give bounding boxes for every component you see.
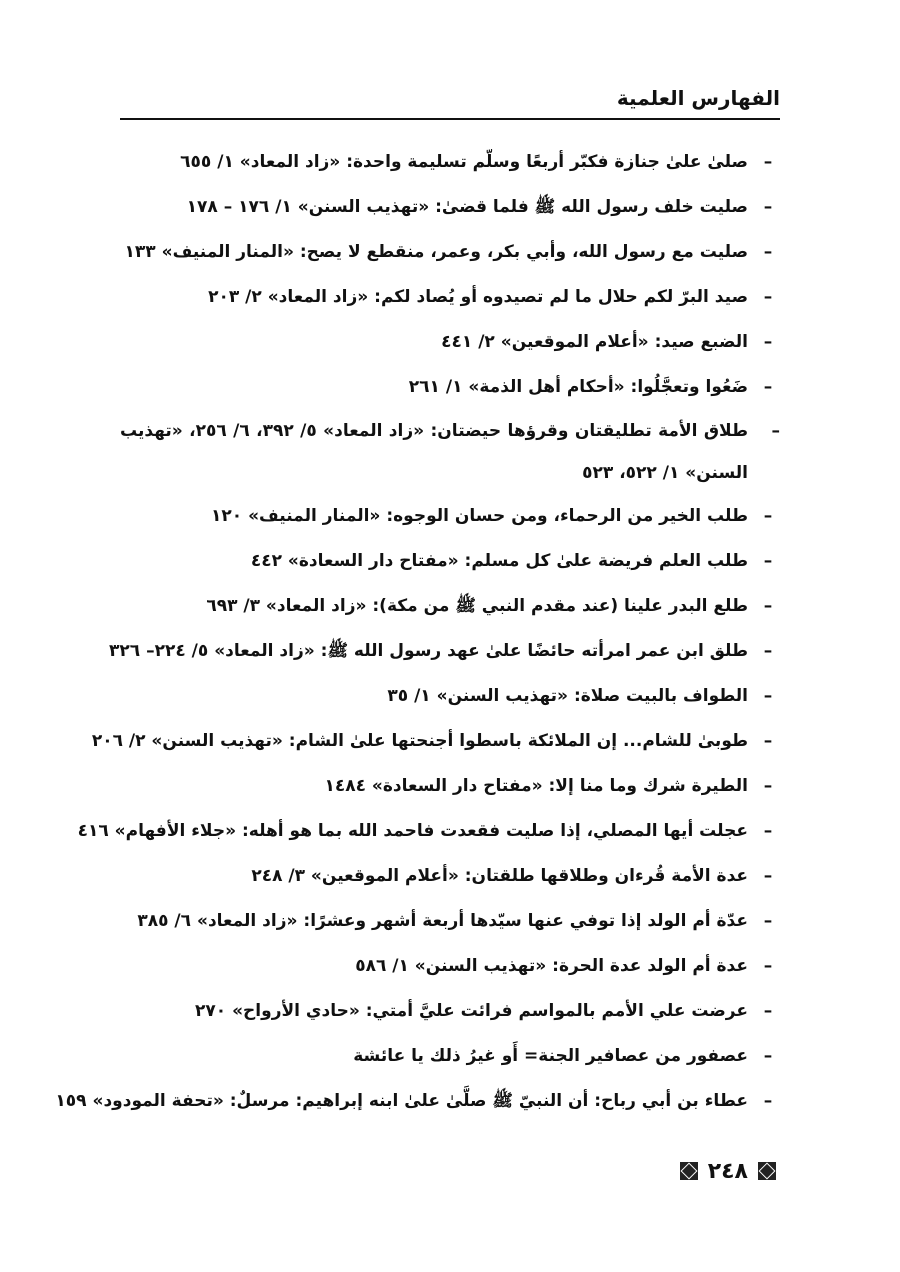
square-ornament-icon <box>680 1162 698 1180</box>
entry-dash: – <box>763 866 773 886</box>
entry-text: الطيرة شرك وما منا إلا: «مفتاح دار السعادة» ١٤٨٤ <box>324 776 748 796</box>
entry-text: طلاق الأمة تطليقتان وقرؤها حيضتان: «زاد المعاد» ٥/ ٣٩٢، ٦/ ٢٥٦، «تهذيب السنن» ١/ ٥٢٢، ٥٢٣ <box>120 421 748 483</box>
index-entry <box>120 230 780 275</box>
entry-text: عطاء بن أبي رباح: أن النبيّ ﷺ صلَّىٰ علىٰ ابنه إبراهيم: مرسلٌ: «تحفة المودود» ١٥٩ <box>55 1091 748 1111</box>
entry-dash: – <box>763 506 773 526</box>
running-header-title: الفهارس العلمية <box>616 86 780 110</box>
entry-text: عدة أم الولد عدة الحرة: «تهذيب السنن» ١/ ٥٨٦ <box>355 956 748 976</box>
index-entry <box>77 809 780 854</box>
header-divider <box>120 118 780 120</box>
entry-dash: – <box>763 332 773 352</box>
index-entry <box>120 1034 780 1079</box>
index-entry <box>120 674 780 719</box>
entry-text: طوبىٰ للشام... إن الملائكة باسطوا أجنحتها علىٰ الشام: «تهذيب السنن» ٢/ ٢٠٦ <box>91 731 748 751</box>
entry-dash: – <box>763 551 773 571</box>
index-entry <box>120 494 780 539</box>
entry-dash: – <box>763 152 773 172</box>
entry-dash: – <box>763 1001 773 1021</box>
entry-dash: – <box>763 377 773 397</box>
index-entry <box>120 899 780 944</box>
index-entry <box>120 584 780 629</box>
entry-text: طلق ابن عمر امرأته حائضًا علىٰ عهد رسول الله ﷺ: «زاد المعاد» ٥/ ٢٢٤– ٣٢٦ <box>109 641 748 661</box>
entry-dash: – <box>763 776 773 796</box>
entry-text: صيد البرّ لكم حلال ما لم تصيدوه أو يُصاد لكم: «زاد المعاد» ٢/ ٢٠٣ <box>208 287 748 307</box>
entry-text: طلب الخير من الرحماء، ومن حسان الوجوه: «المنار المنيف» ١٢٠ <box>211 506 748 526</box>
entry-dash: – <box>763 242 773 262</box>
page-footer <box>676 1156 780 1186</box>
entry-dash: – <box>763 1091 773 1111</box>
entry-dash: – <box>763 641 773 661</box>
entry-dash: – <box>763 911 773 931</box>
square-ornament-icon <box>758 1162 776 1180</box>
entry-dash: – <box>771 421 780 441</box>
entry-text: عصفور من عصافير الجنة= أَو غيرُ ذلك يا عائشة <box>353 1046 748 1066</box>
index-entry <box>120 410 780 494</box>
entry-text: صلىٰ علىٰ جنازة فكبّر أربعًا وسلّم تسليمة واحدة: «زاد المعاد» ١/ ٦٥٥ <box>180 152 748 172</box>
index-entry <box>109 629 780 674</box>
entry-text: عدة الأمة قُرءان وطلاقها طلقتان: «أعلام الموقعين» ٣/ ٢٤٨ <box>251 866 748 886</box>
entry-dash: – <box>763 731 773 751</box>
entry-text: عرضت علي الأمم بالمواسم فرائت عليَّ أمتي: «حادي الأرواح» ٢٧٠ <box>195 1001 748 1021</box>
entry-text: طلب العلم فريضة علىٰ كل مسلم: «مفتاح دار السعادة» ٤٤٢ <box>250 551 748 571</box>
index-entry <box>120 140 780 185</box>
index-entry <box>120 185 780 230</box>
index-entry <box>120 275 780 320</box>
index-entry <box>120 365 780 410</box>
entry-dash: – <box>763 596 773 616</box>
entry-dash: – <box>763 956 773 976</box>
page-number: ٢٤٨ <box>707 1158 748 1184</box>
entry-dash: – <box>763 1046 773 1066</box>
entry-text: صليت خلف رسول الله ﷺ فلما قضىٰ: «تهذيب السنن» ١/ ١٧٦ – ١٧٨ <box>186 197 748 217</box>
index-entry <box>120 539 780 584</box>
index-entry <box>120 944 780 989</box>
entry-dash: – <box>763 197 773 217</box>
entry-text: عدّة أم الولد إذا توفي عنها سيّدها أربعة أشهر وعشرًا: «زاد المعاد» ٦/ ٣٨٥ <box>137 911 748 931</box>
entry-text: طلع البدر علينا (عند مقدم النبي ﷺ من مكة): «زاد المعاد» ٣/ ٦٩٣ <box>206 596 748 616</box>
index-entry <box>120 320 780 365</box>
index-entry <box>120 989 780 1034</box>
entry-dash: – <box>763 821 773 841</box>
index-entry <box>91 719 780 764</box>
entry-text: الضبع صيد: «أعلام الموقعين» ٢/ ٤٤١ <box>441 332 748 352</box>
index-entries-list <box>55 140 780 1124</box>
entry-text: صليت مع رسول الله، وأبي بكر، وعمر، منقطع لا يصح: «المنار المنيف» ١٣٣ <box>124 242 748 262</box>
entry-dash: – <box>763 686 773 706</box>
index-entry <box>55 1079 780 1124</box>
index-entry <box>120 854 780 899</box>
entry-text: ضَعُوا وتعجَّلُوا: «أحكام أهل الذمة» ١/ ٢٦١ <box>408 377 748 397</box>
entry-dash: – <box>763 287 773 307</box>
index-entry <box>120 764 780 809</box>
entry-text: عجلت أيها المصلي، إذا صليت فقعدت فاحمد الله بما هو أهله: «جلاء الأفهام» ٤١٦ <box>77 821 748 841</box>
entry-text: الطواف بالبيت صلاة: «تهذيب السنن» ١/ ٣٥ <box>387 686 748 706</box>
